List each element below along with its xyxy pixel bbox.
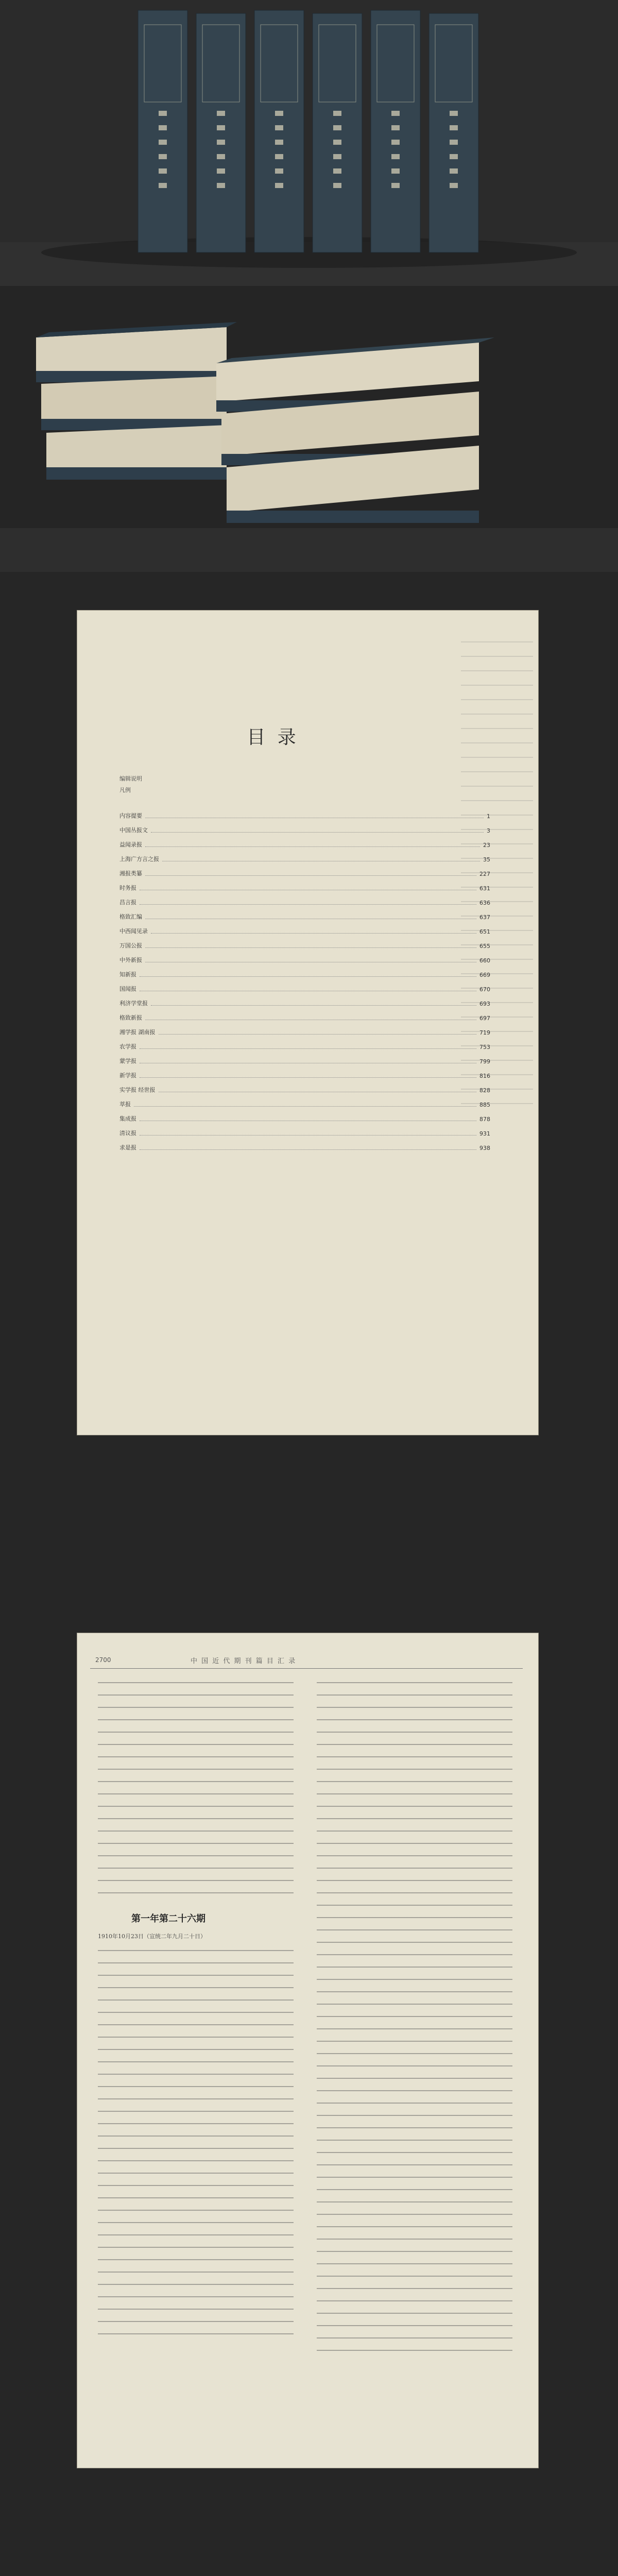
toc-entry-label: 集成报 (119, 1115, 136, 1122)
toc-entry (119, 1022, 490, 1036)
photo-toc-page (0, 572, 618, 1592)
toc-entry-label: 万国公报 (119, 942, 142, 949)
toc-entry-label: 求是报 (119, 1144, 136, 1151)
toc-leader (140, 976, 476, 977)
toc-entry (119, 1036, 490, 1050)
toc-entry-label: 蒙学报 (119, 1058, 136, 1064)
toc-entry-label: 国闻报 (119, 986, 136, 992)
toc-entry-page: 878 (479, 1116, 490, 1123)
toc-entry-label: 中外新报 (119, 957, 142, 963)
toc-entry-label: 实学报 经世报 (119, 1087, 156, 1093)
toc-entry-page: 637 (479, 914, 490, 921)
toc-entry (119, 1094, 490, 1108)
toc-entry-label: 昌言报 (119, 899, 136, 906)
issue-date: 1910年10月23日（宣统二年九月二十日） (98, 1933, 206, 1940)
toc-leader (151, 933, 476, 934)
toc-entry-label: 农学报 (119, 1043, 136, 1050)
photo-spines-standing (0, 0, 618, 286)
left-column-text (98, 1682, 294, 1904)
toc-entry-page: 719 (479, 1029, 490, 1036)
toc-entry-label: 时务报 (119, 885, 136, 891)
toc-entry (119, 978, 490, 993)
toc-entry-page: 3 (487, 827, 490, 834)
toc-entry-page: 828 (479, 1087, 490, 1094)
content-paper (77, 1633, 538, 2468)
toc-entry-page: 816 (479, 1073, 490, 1079)
book-spine (313, 13, 362, 252)
toc-leader (145, 947, 476, 948)
toc-entry-page: 799 (479, 1058, 490, 1065)
toc-entry-page: 1 (487, 813, 490, 820)
toc-entry (119, 921, 490, 935)
toc-entry (119, 834, 490, 849)
toc-entry-page: 938 (479, 1145, 490, 1151)
toc-entry (119, 1050, 490, 1065)
toc-entry-page: 693 (479, 1001, 490, 1007)
toc-entry-page: 23 (483, 842, 490, 849)
toc-entry-page: 669 (479, 972, 490, 978)
toc-entry-label: 中西闻见录 (119, 928, 148, 935)
toc-entry (119, 820, 490, 834)
toc-paper (77, 611, 538, 1435)
toc-entry-label: 萃报 (119, 1101, 131, 1108)
toc-entry-label: 湘报类纂 (119, 870, 142, 877)
toc-front-item: 凡例 (119, 787, 131, 793)
book-spine (429, 13, 478, 252)
toc-entry-page: 753 (479, 1044, 490, 1050)
right-column-text (317, 1682, 512, 2352)
toc-entry (119, 805, 490, 820)
toc-entry-page: 655 (479, 943, 490, 950)
toc-entry (119, 1123, 490, 1137)
section-heading: 第一年第二十六期 (131, 1913, 205, 1924)
toc-entry (119, 849, 490, 863)
toc-entry-page: 885 (479, 1101, 490, 1108)
toc-leader (151, 1005, 476, 1006)
toc-entry (119, 863, 490, 877)
toc-entry-label: 内容提要 (119, 812, 142, 819)
toc-entry-label: 利济学堂报 (119, 1000, 148, 1007)
toc-entry-page: 227 (479, 871, 490, 877)
toc-leader (140, 1149, 476, 1150)
toc-entry (119, 1007, 490, 1022)
toc-entry-label: 格致新报 (119, 1014, 142, 1021)
toc-entry-page: 651 (479, 928, 490, 935)
toc-entry-page: 631 (479, 885, 490, 892)
stacked-volumes-image (0, 286, 618, 572)
running-head: 中 国 近 代 期 刊 篇 目 汇 录 (191, 1657, 297, 1665)
toc-entry (119, 1108, 490, 1123)
toc-entry-label: 中国丛报文 (119, 827, 148, 834)
toc-entry-label: 益闻录报 (119, 841, 142, 848)
head-rule (90, 1668, 523, 1669)
toc-leader (140, 1048, 476, 1049)
stack-left (36, 322, 237, 480)
spines-standing-image (0, 0, 618, 286)
toc-entry-page: 670 (479, 986, 490, 993)
page-folio: 2700 (95, 1656, 111, 1664)
book-spine (254, 10, 304, 252)
toc-leader (145, 846, 480, 847)
toc-entry-page: 35 (483, 856, 490, 863)
toc-entry-label: 格致汇编 (119, 913, 142, 920)
toc-entry-label: 湘学报 湖南报 (119, 1029, 156, 1036)
toc-leader (145, 875, 476, 876)
book-spine (371, 10, 420, 252)
toc-leader (140, 904, 476, 905)
toc-entry (119, 1079, 490, 1094)
photo-content-page (0, 1592, 618, 2576)
toc-entry (119, 950, 490, 964)
photo-stacked-volumes (0, 286, 618, 572)
toc-entry-label: 清议报 (119, 1130, 136, 1137)
toc-entry (119, 1137, 490, 1151)
toc-entry (119, 964, 490, 978)
toc-entry (119, 1065, 490, 1079)
toc-entry (119, 906, 490, 921)
toc-entry (119, 935, 490, 950)
bleed-through-text (461, 641, 533, 1105)
toc-entry (119, 877, 490, 892)
toc-entry (119, 993, 490, 1007)
toc-entry-page: 636 (479, 900, 490, 906)
toc-entry-page: 697 (479, 1015, 490, 1022)
book-spine (196, 13, 246, 252)
book-spine (138, 10, 187, 252)
toc-entry-label: 上海广方言之报 (119, 856, 159, 862)
toc-leader (151, 832, 484, 833)
toc-front-items (119, 774, 439, 797)
toc-entry-list (119, 805, 490, 1151)
left-column-text-lower (98, 1950, 294, 2342)
toc-entry-label: 知新报 (119, 971, 136, 978)
toc-entry (119, 892, 490, 906)
toc-entry-label: 新学报 (119, 1072, 136, 1079)
toc-title: 目 录 (247, 727, 299, 748)
toc-leader (159, 1034, 477, 1035)
toc-leader (134, 1106, 476, 1107)
toc-front-item: 编辑说明 (119, 775, 142, 782)
toc-leader (140, 1077, 476, 1078)
toc-leader (140, 1135, 476, 1136)
toc-entry-page: 660 (479, 957, 490, 964)
toc-entry-page: 931 (479, 1130, 490, 1137)
